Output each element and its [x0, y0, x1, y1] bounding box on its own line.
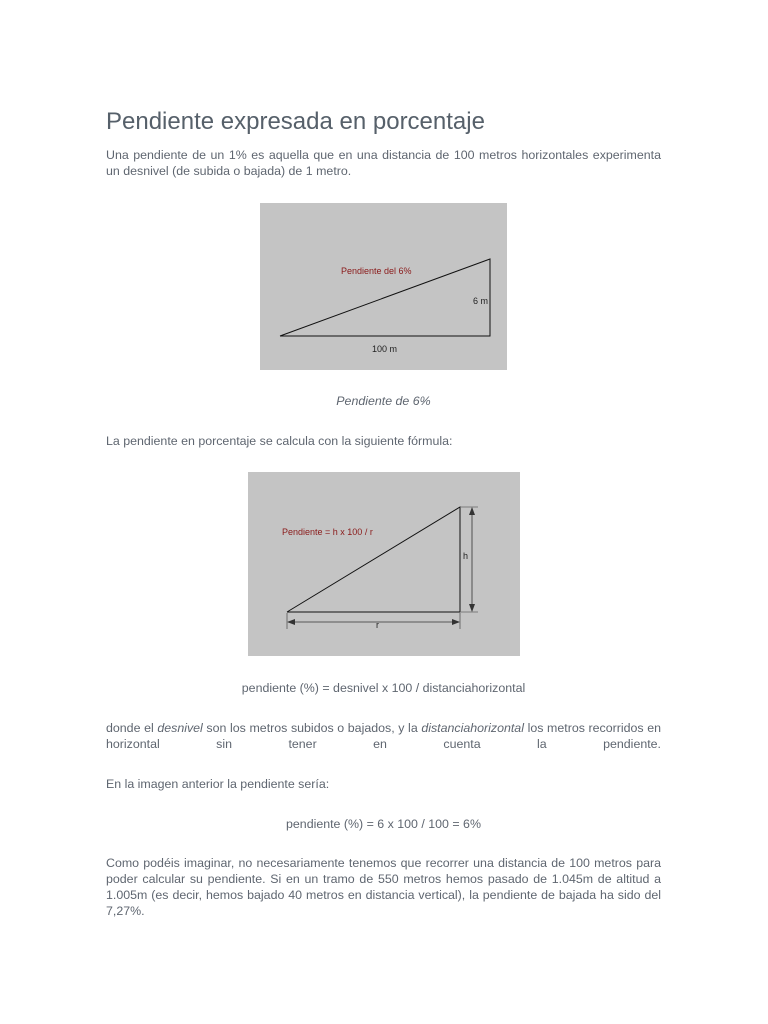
figure1-caption: Pendiente de 6% [336, 394, 431, 408]
term-distanciahorizontal: distanciahorizontal [421, 721, 524, 735]
slope-formula-figure [248, 472, 520, 656]
definition-text-2: son los metros subidos o bajados, y la [202, 721, 422, 735]
definition-text-1: donde el [106, 721, 158, 735]
formula-intro: La pendiente en porcentaje se calcula con la siguiente fórmula: [106, 434, 453, 448]
page-title: Pendiente expresada en porcentaje [106, 108, 485, 135]
base-label: 100 m [372, 344, 398, 354]
height-arrow-top-icon [469, 507, 475, 515]
example-intro: En la imagen anterior la pendiente sería: [106, 777, 330, 791]
intro-paragraph: Una pendiente de un 1% es aquella que en una distancia de 100 metros horizontales experimenta un desnivel (de subida o bajada) de 1 metro. [106, 148, 661, 178]
definition-paragraph [106, 720, 661, 752]
height-arrow-bottom-icon [469, 604, 475, 612]
height-label: 6 m [473, 296, 489, 306]
definition-text-3: los metros recorridos en horizontal sin tener en cuenta la pendiente. [106, 721, 662, 751]
closing-paragraph: Como podéis imaginar, no necesariamente tenemos que recorrer una distancia de 100 metros para poder calcular su pendiente. Si en un tramo de 550 metros hemos pasado de 1.045m de altitud a 1.005m (es decir, hemos bajado 40 metros en distancia vertical), la pendiente de bajada ha sido del 7,27%. [106, 856, 661, 918]
formula-line: pendiente (%) = desnivel x 100 / distanciahorizontal [241, 681, 526, 695]
r-label: r [376, 620, 379, 630]
term-desnivel: desnivel [157, 721, 203, 735]
formula-triangle [287, 507, 460, 612]
formula-label: Pendiente = h x 100 / r [282, 527, 373, 537]
example-formula: pendiente (%) = 6 x 100 / 100 = 6% [286, 817, 481, 831]
base-arrow-left-icon [287, 619, 295, 625]
h-label: h [463, 551, 469, 561]
slope-6-percent-figure [260, 203, 507, 370]
base-arrow-right-icon [452, 619, 460, 625]
slope-label: Pendiente del 6% [341, 266, 412, 276]
